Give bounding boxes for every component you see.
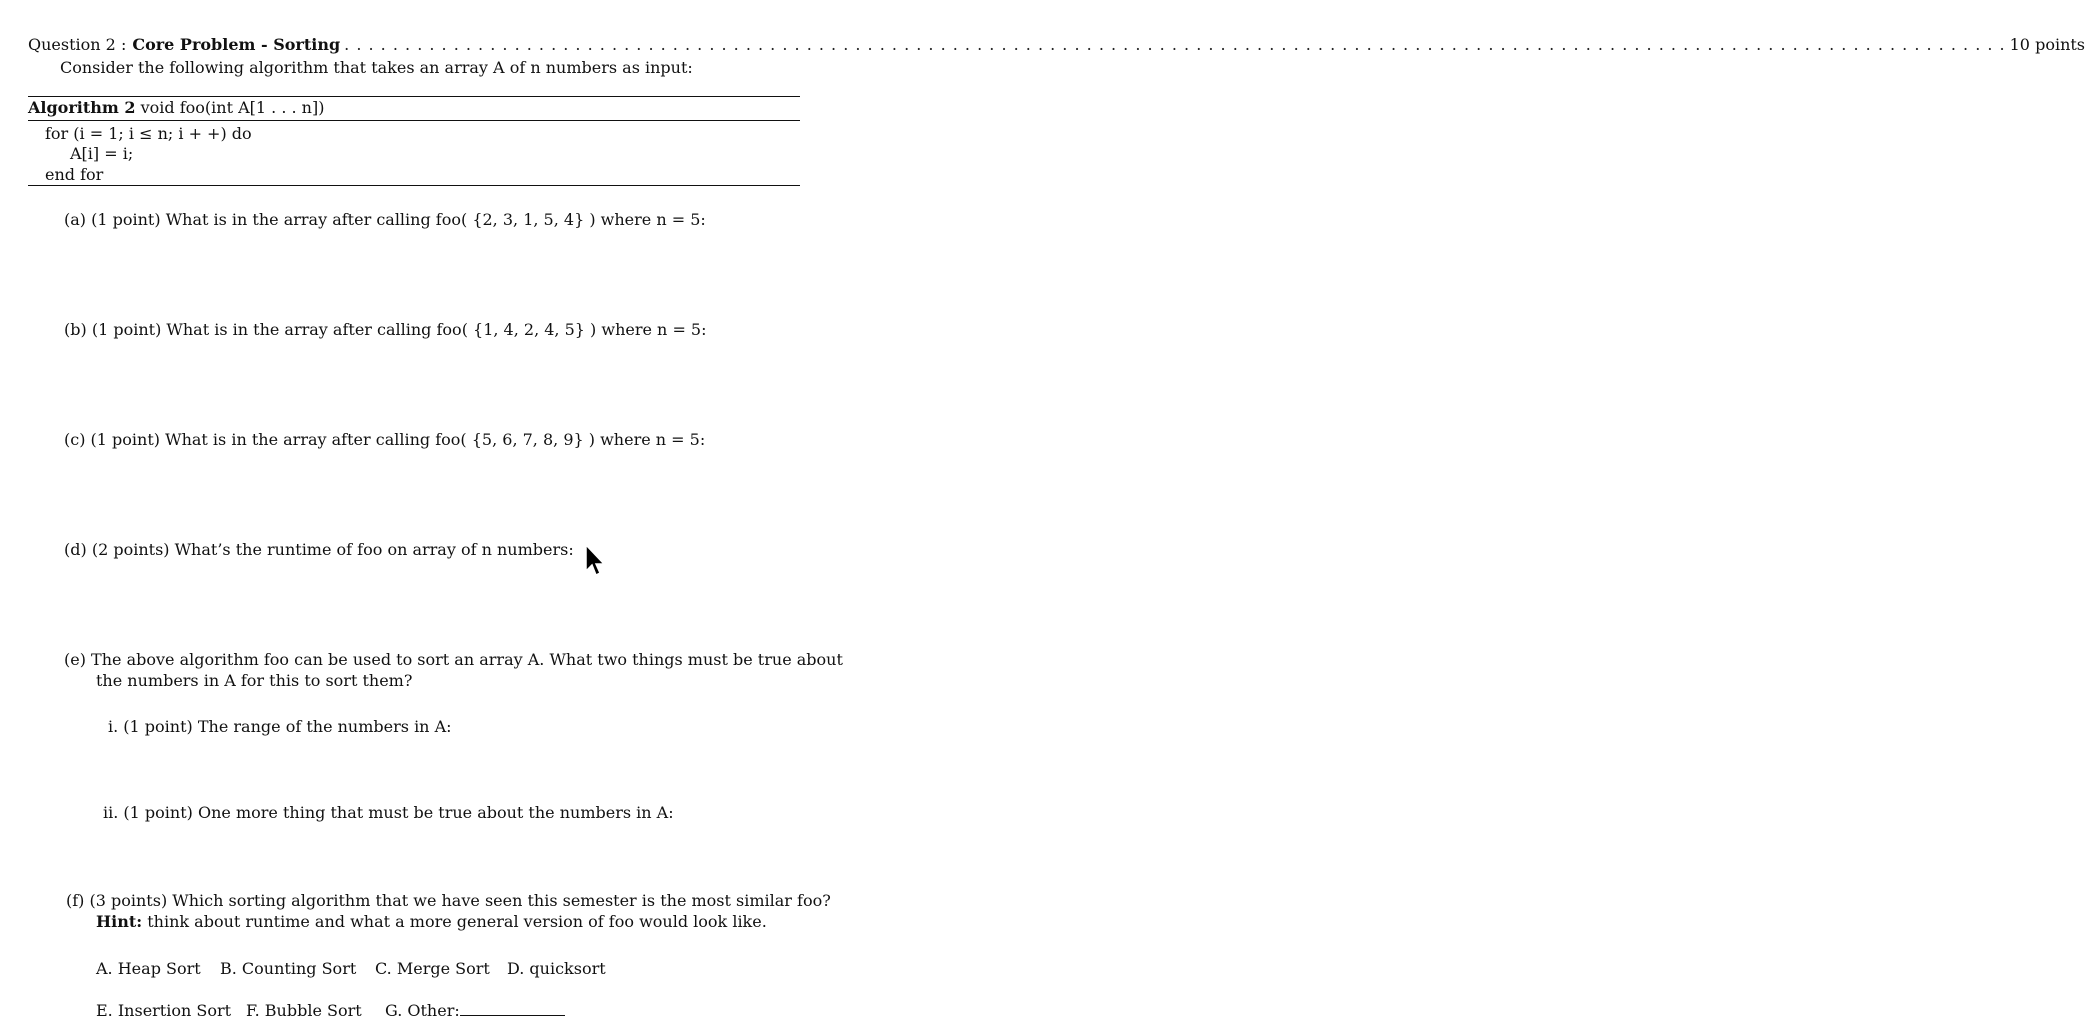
choice-b: B. Counting Sort (220, 959, 357, 978)
question-d-marker: (d) (64, 540, 87, 559)
question-e (64, 650, 843, 669)
algorithm-label: Algorithm 2 (28, 98, 136, 117)
question-e-i-points: (1 point) (123, 717, 193, 736)
question-a-points: (1 point) (91, 210, 161, 229)
question-c (64, 430, 705, 449)
question-e-text-line1: The above algorithm foo can be used to sort an array A. What two things must be true about (91, 650, 843, 669)
question-a-marker: (a) (64, 210, 87, 229)
leader-dots: . . . . . . . . . . . . . . . . . . . . . . . . . . . . . . . . . . . . . . . . . . . . . . . . . . . . . . . . . . . . . . . . . . . . . . . . . . . . . . . . . . . . . . . . . . . . . . . . . . . . . . . . . . . . . . . . . . . . . . . . . . . . . . . . . . . . . . . . . (344, 35, 2006, 54)
question-f-text-line1: Which sorting algorithm that we have seen this semester is the most similar foo? (172, 891, 831, 910)
question-f (66, 891, 831, 910)
algorithm-title (28, 98, 324, 117)
choice-g-blank-line (460, 1001, 565, 1016)
question-f-hint-text: think about runtime and what a more general version of foo would look like. (147, 912, 767, 931)
question-e-ii-text: One more thing that must be true about the numbers in A: (198, 803, 674, 822)
question-e-i (108, 717, 452, 736)
question-c-text: What is in the array after calling foo( {5, 6, 7, 8, 9} ) where n = 5: (165, 430, 706, 449)
question-b (64, 320, 707, 339)
question-e-ii (103, 803, 674, 822)
choice-a: A. Heap Sort (96, 959, 201, 978)
mouse-pointer-icon (584, 543, 608, 579)
question-header (28, 35, 2085, 57)
choice-g (385, 1001, 565, 1020)
choice-g-label: G. Other: (385, 1001, 460, 1020)
question-label: Question 2 : (28, 35, 127, 54)
question-c-points: (1 point) (90, 430, 161, 449)
question-e-ii-points: (1 point) (123, 803, 193, 822)
question-e-marker: (e) (64, 650, 86, 669)
question-e-i-marker: i. (108, 717, 119, 736)
intro-text: Consider the following algorithm that takes an array A of n numbers as input: (60, 58, 693, 77)
question-points: 10 points (2009, 35, 2085, 54)
choice-e: E. Insertion Sort (96, 1001, 232, 1020)
question-b-points: (1 point) (91, 320, 162, 339)
question-f-marker: (f) (66, 891, 85, 910)
question-f-hint (96, 912, 767, 931)
choice-d: D. quicksort (507, 959, 606, 978)
question-e-i-text: The range of the numbers in A: (197, 717, 452, 736)
question-f-hint-label: Hint: (96, 912, 143, 931)
algorithm-line-assign: A[i] = i; (70, 144, 134, 163)
question-d (64, 540, 574, 559)
algorithm-signature: void foo(int A[1 . . . n]) (140, 98, 325, 117)
choice-f: F. Bubble Sort (246, 1001, 362, 1020)
question-b-marker: (b) (64, 320, 87, 339)
algorithm-bottom-rule (28, 185, 800, 186)
question-d-points: (2 points) (91, 540, 170, 559)
question-f-points: (3 points) (89, 891, 168, 910)
algorithm-mid-rule (28, 120, 800, 121)
algorithm-line-endfor: end for (45, 165, 104, 184)
question-a-text: What is in the array after calling foo( {2, 3, 1, 5, 4} ) where n = 5: (165, 210, 706, 229)
question-d-text: What’s the runtime of foo on array of n numbers: (174, 540, 574, 559)
question-b-text: What is in the array after calling foo( {1, 4, 2, 4, 5} ) where n = 5: (166, 320, 707, 339)
question-c-marker: (c) (64, 430, 86, 449)
question-e-text-line2: the numbers in A for this to sort them? (96, 671, 413, 690)
question-a (64, 210, 706, 229)
algorithm-top-rule (28, 96, 800, 97)
question-e-ii-marker: ii. (103, 803, 119, 822)
choice-c: C. Merge Sort (375, 959, 490, 978)
algorithm-line-for: for (i = 1; i ≤ n; i + +) do (45, 124, 252, 143)
question-title: Core Problem - Sorting (132, 35, 341, 54)
